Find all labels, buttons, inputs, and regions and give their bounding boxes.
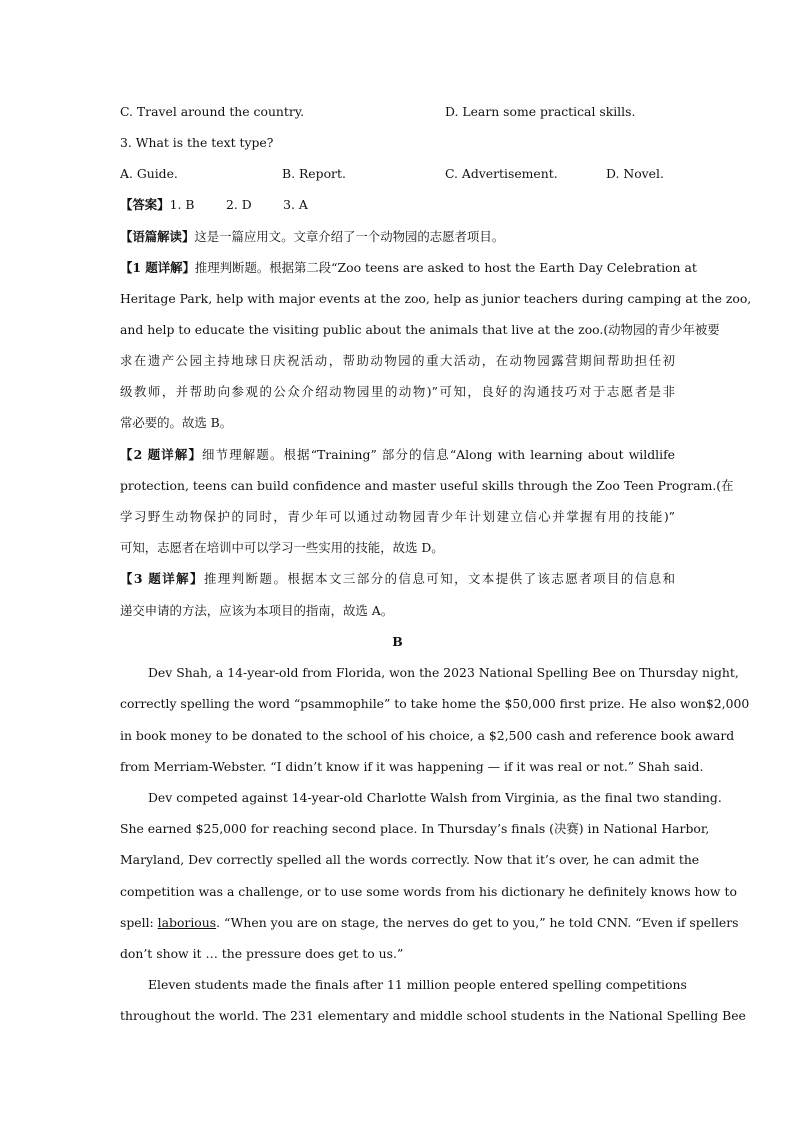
- q1-line: 常必要的。故选 B。: [120, 415, 233, 430]
- paragraph-line: in book money to be donated to the school of his choice, a $2,500 cash and reference book award: [120, 728, 735, 743]
- paragraph-line: spell: laborious. “When you are on stage, the nerves do get to you,” he told CNN. “Even if spellers: [120, 915, 739, 930]
- passage-heading: B: [392, 634, 403, 649]
- q1-line: Heritage Park, help with major events at the zoo, help as junior teachers during camping at the zoo,: [120, 291, 752, 306]
- summary-label: 【语篇解读】: [120, 229, 195, 244]
- answer-text: 1. B 2. D 3. A: [169, 197, 308, 212]
- answer-line: [120, 197, 675, 213]
- paragraph-line: Maryland, Dev correctly spelled all the words correctly. Now that it’s over, he can admit the: [120, 852, 700, 867]
- answer-label: 【答案】: [120, 197, 170, 212]
- q2-line: 可知，志愿者在培训中可以学习一些实用的技能，故选 D。: [120, 540, 444, 555]
- paragraph-line: throughout the world. The 231 elementary and middle school students in the National Spelling Bee: [120, 1008, 746, 1023]
- paragraph-line: Eleven students made the finals after 11 million people entered spelling competitions: [148, 977, 687, 992]
- q1-line: 求在遗产公园主持地球日庆祝活动，帮助动物园的重大活动，在动物园露营期间帮助担任初: [120, 353, 675, 368]
- q1-line: and help to educate the visiting public about the animals that live at the zoo.(动物园的青少年被要: [120, 322, 720, 337]
- q3-line: 【3 题详解】推理判断题。根据本文三部分的信息可知，文本提供了该志愿者项目的信息和: [120, 571, 676, 586]
- paragraph-line: Dev competed against 14-year-old Charlotte Walsh from Virginia, as the final two standing.: [148, 790, 722, 805]
- paragraph-line: don’t show it … the pressure does get to us.”: [120, 946, 404, 961]
- q2-line: 【2 题详解】细节理解题。根据“Training” 部分的信息“Along with learning about wildlife: [120, 447, 675, 462]
- q1-line: 【1 题详解】推理判断题。根据第二段“Zoo teens are asked to host the Earth Day Celebration at: [120, 260, 697, 275]
- paragraph-line: correctly spelling the word “psammophile” to take home the $50,000 first prize. He also won$2,000: [120, 696, 750, 711]
- summary-text: 这是一篇应用文。文章介绍了一个动物园的志愿者项目。: [194, 229, 505, 244]
- paragraph-line: Dev Shah, a 14-year-old from Florida, won the 2023 National Spelling Bee on Thursday night,: [148, 665, 739, 680]
- paragraph-line: She earned $25,000 for reaching second place. In Thursday’s finals (决赛) in National Harbor,: [120, 821, 710, 836]
- summary-line: [120, 229, 675, 245]
- q2-line: protection, teens can build confidence and master useful skills through the Zoo Teen Program.(在: [120, 478, 734, 493]
- q2-line: 学习野生动物保护的同时，青少年可以通过动物园青少年计划建立信心并掌握有用的技能)”: [120, 509, 675, 524]
- paragraph-line: competition was a challenge, or to use some words from his dictionary he definitely knows how to: [120, 884, 737, 899]
- q3-label: 【3 题详解】: [120, 571, 204, 586]
- q2-label: 【2 题详解】: [120, 447, 203, 462]
- option-a: A. Guide.: [120, 166, 178, 181]
- q1-label: 【1 题详解】: [120, 260, 195, 275]
- option-d: D. Learn some practical skills.: [445, 104, 636, 119]
- option-b: B. Report.: [282, 166, 346, 181]
- q3-line: 递交申请的方法，应该为本项目的指南，故选 A。: [120, 603, 394, 618]
- question-3-stem: 3. What is the text type?: [120, 135, 274, 150]
- underlined-word: laborious: [157, 915, 217, 930]
- option-c: C. Advertisement.: [445, 166, 558, 181]
- option-d: D. Novel.: [606, 166, 664, 181]
- paragraph-line: from Merriam-Webster. “I didn’t know if it was happening — if it was real or not.” Shah said.: [120, 759, 704, 774]
- option-c: C. Travel around the country.: [120, 104, 305, 119]
- q1-line: 级教师，并帮助向参观的公众介绍动物园里的动物)”可知，良好的沟通技巧对于志愿者是非: [120, 384, 675, 399]
